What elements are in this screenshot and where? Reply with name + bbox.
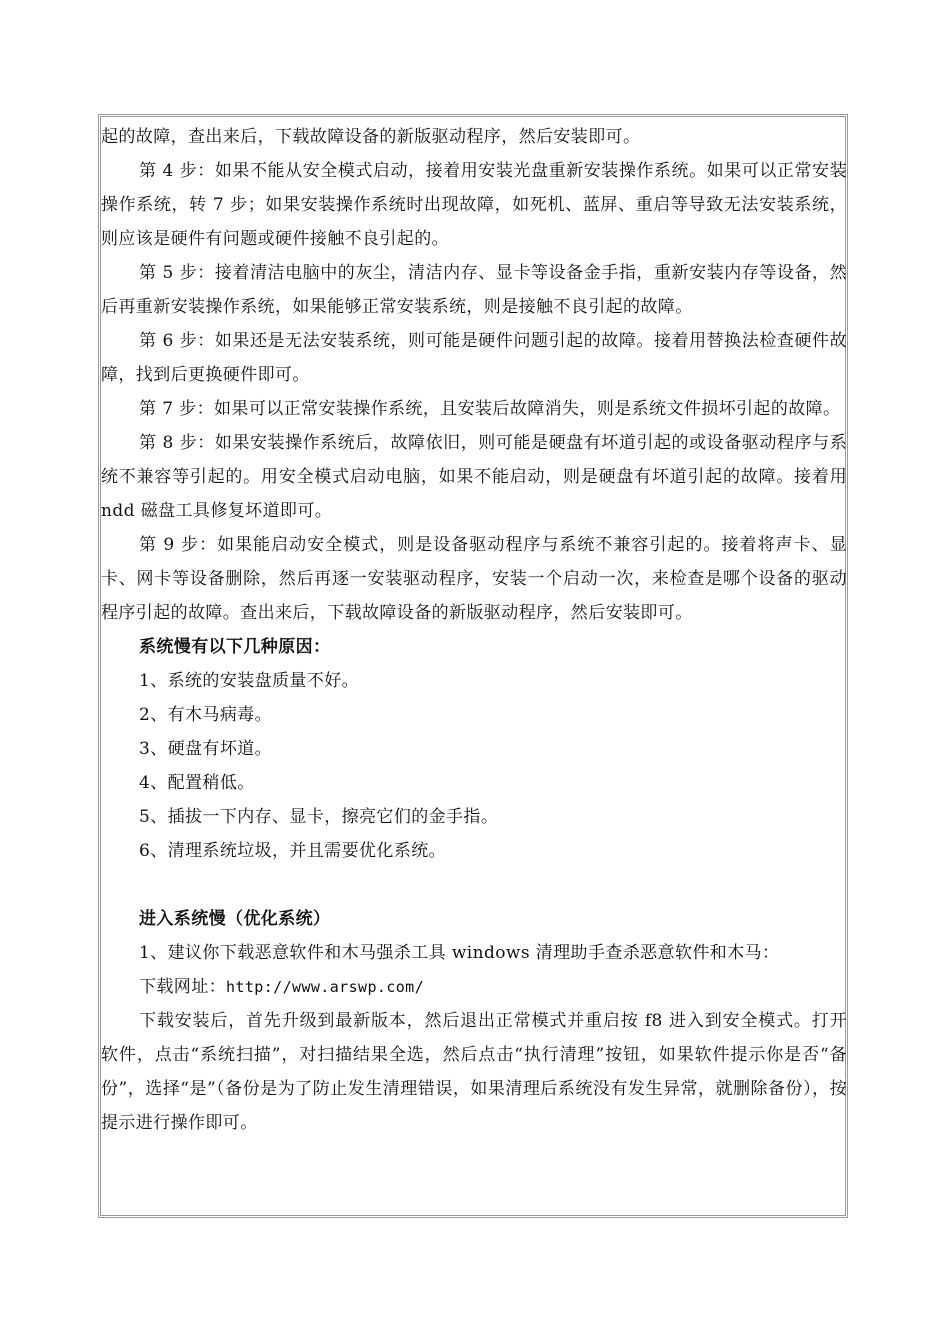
optimize-heading: 进入系统慢（优化系统） [139,909,331,929]
step-7-paragraph: 第 7 步：如果可以正常安装操作系统，且安装后故障消失，则是系统文件损坏引起的故障。 [139,399,841,419]
cause-item-2: 2、有木马病毒。 [139,705,273,725]
cause-item-4: 4、配置稍低。 [139,773,255,793]
download-url-link[interactable]: http://www.arswp.com/ [226,978,425,996]
instructions-paragraph: 下载安装后，首先升级到最新版本，然后退出正常模式并重启按 f8 进入到安全模式。打开软件，点击“系统扫描”，对扫描结果全选，然后点击“执行清理”按钮，如果软件提示你是否“备份”，选择“是”（备份是为了防止发生清理错误，如果清理后系统没有发生异常，就删除备份），按提示进行操作即可。 [101,1011,847,1133]
download-label: 下载网址： [139,977,226,997]
document-body [101,120,847,1140]
cause-item-3: 3、硬盘有坏道。 [139,739,273,759]
step-5-paragraph: 第 5 步：接着清洁电脑中的灰尘，清洁内存、显卡等设备金手指，重新安装内存等设备，然后再重新安装操作系统，如果能够正常安装系统，则是接触不良引起的故障。 [101,263,847,317]
spacer [101,868,847,902]
causes-heading: 系统慢有以下几种原因： [139,637,331,657]
step-4-paragraph: 第 4 步：如果不能从安全模式启动，接着用安装光盘重新安装操作系统。如果可以正常安装操作系统，转 7 步；如果安装操作系统时出现故障，如死机、蓝屏、重启等导致无法安装系统，则应该是硬件有问题或硬件接触不良引起的。 [101,161,847,249]
step-9-paragraph: 第 9 步：如果能启动安全模式，则是设备驱动程序与系统不兼容引起的。接着将声卡、显卡、网卡等设备删除，然后再逐一安装驱动程序，安装一个启动一次，来检查是哪个设备的驱动程序引起的故障。查出来后，下载故障设备的新版驱动程序，然后安装即可。 [101,535,847,623]
continuation-paragraph: 起的故障，查出来后，下载故障设备的新版驱动程序，然后安装即可。 [101,127,641,147]
step-6-paragraph: 第 6 步：如果还是无法安装系统，则可能是硬件问题引起的故障。接着用替换法检查硬件故障，找到后更换硬件即可。 [101,331,847,385]
cause-item-6: 6、清理系统垃圾，并且需要优化系统。 [139,841,447,861]
cause-item-1: 1、系统的安装盘质量不好。 [139,671,360,691]
optimize-item-1: 1、建议你下载恶意软件和木马强杀工具 windows 清理助手查杀恶意软件和木马： [139,943,780,963]
download-line [101,970,847,1004]
step-8-paragraph: 第 8 步：如果安装操作系统后，故障依旧，则可能是硬盘有坏道引起的或设备驱动程序与系统不兼容等引起的。用安全模式启动电脑，如果不能启动，则是硬盘有坏道引起的故障。接着用 ndd 磁盘工具修复坏道即可。 [101,433,847,521]
cause-item-5: 5、插拔一下内存、显卡，擦亮它们的金手指。 [139,807,499,827]
